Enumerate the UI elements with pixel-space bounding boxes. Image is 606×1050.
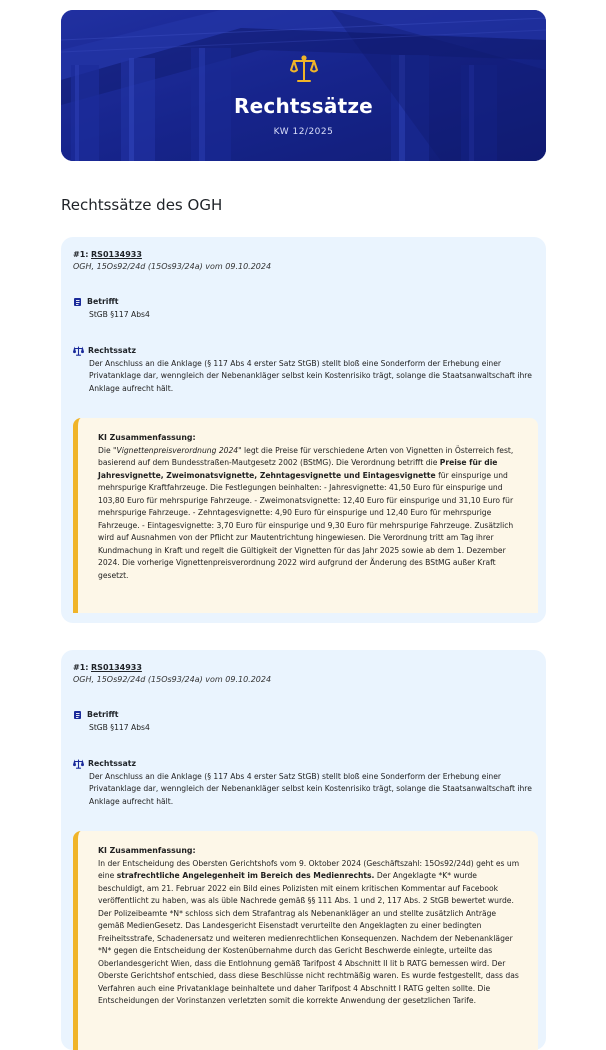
rechtssatz-section <box>73 345 538 395</box>
rechtssatz-section <box>73 758 538 808</box>
card-header <box>73 249 271 273</box>
scroll-icon <box>73 710 83 720</box>
rs-link[interactable]: RS0134933 <box>91 663 142 672</box>
week-label: KW 12/2025 <box>273 127 334 137</box>
betrifft-label: Betrifft <box>87 710 119 719</box>
betrifft-value: StGB §117 Abs4 <box>89 309 150 319</box>
rechtssatz-card <box>61 650 546 1050</box>
card-header <box>73 662 271 686</box>
betrifft-value: StGB §117 Abs4 <box>89 722 150 732</box>
courthouse-image <box>61 10 546 161</box>
rechtssatz-label: Rechtssatz <box>88 759 136 768</box>
entry-number: #1: <box>73 663 89 672</box>
scroll-icon <box>73 297 83 307</box>
rechtssatz-value: Der Anschluss an die Anklage (§ 117 Abs 4 erster Satz StGB) stellt bloß eine Sonderform der Erhebung einer Privatanklage dar, wenngleich der Nebenankläger selbst kein Kostenrisiko trägt, solange die Staatsanwaltschaft ihre Anklage aufrecht hält. <box>89 358 532 393</box>
entry-meta: OGH, 15Os92/24d (15Os93/24a) vom 09.10.2024 <box>73 675 272 684</box>
rechtssatz-value: Der Anschluss an die Anklage (§ 117 Abs 4 erster Satz StGB) stellt bloß eine Sonderform der Erhebung einer Privatanklage dar, wenngleich der Nebenankläger selbst kein Kostenrisiko trägt, solange die Staatsanwaltschaft ihre Anklage aufrecht hält. <box>89 771 532 806</box>
rechtssatz-card <box>61 237 546 623</box>
ki-summary-text: Die "Vignettenpreisverordnung 2024" legt die Preise für verschiedene Arten von Vignetten in Österreich fest, basierend auf dem Bundesstraßen-Mautgesetz 2002 (BStMG). Die Verordnung betrifft die Preise für die Jahresvignette, Zweimonatsvignette, Zehntagesvignette und Eintagesvignette für einspurige und mehrspurige Kraftfahrzeuge. Die Festlegungen beinhalten: - Jahresvignette: 41,50 Euro für einspurige und 103,80 Euro für mehrspurige Fahrzeuge. - Zweimonatsvignette: 12,40 Euro für einspurige und 31,10 Euro für mehrspurige Fahrzeuge. - Zehntagesvignette: 4,90 Euro für einspurige und 12,40 Euro für mehrspurige Fahrzeuge. - Eintagesvignette: 3,70 Euro für einspurige und 9,30 Euro für mehrspurige Fahrzeuge. Zusätzlich wird auf Ausnahmen von der Pflicht zur Mautentrichtung hingewiesen. Die Verordnung tritt am Tag ihrer Kundmachung in Kraft und regelt die Gültigkeit der Vignetten für das Jahr 2025 sowie ab dem 1. Dezember 2024. Die vorherige Vignettenpreisverordnung 2022 wird aufgrund der Änderung des BStMG außer Kraft gesetzt. <box>98 445 514 580</box>
betrifft-section <box>73 296 538 321</box>
rs-link[interactable]: RS0134933 <box>91 250 142 259</box>
ki-summary-text: In der Entscheidung des Obersten Gerichtshofs vom 9. Oktober 2024 (Geschäftszahl: 15Os92/24d) geht es um eine strafrechtliche Angelegenheit im Bereich des Medienrechts. Der Angeklagte *K* wurde beschuldigt, am 21. Februar 2022 ein Bild eines Polizisten mit einem kritischen Kommentar auf Facebook veröffentlicht zu haben, was als üble Nachrede gemäß §§ 111 Abs. 1 und 2, 117 Abs. 2 StGB bewertet wurde. Der Polizeibeamte *N* schloss sich dem Strafantrag als Nebenankläger an und stellte zusätzlich Anträge gemäß MedienGesetz. Das Landesgericht Eisenstadt verurteilte den Angeklagten zu einer bedingten Freiheitsstrafe, Schadenersatz und weiteren medienrechtlichen Konsequenzen. Nachdem der Nebenankläger *N* gegen die Entscheidung der Kostenübernahme durch das Gericht Beschwerde einlegte, urteilte das Oberlandesgericht Wien, dass die Entlohnung gemäß Tarifpost 4 Abschnitt II lit b RATG bemessen wird. Der Oberste Gerichtshof entschied, dass diese Beschlüsse nicht rechtmäßig waren. Es wurde festgestellt, dass das Verfahren auch eine Privatanklage beinhaltete und daher Tarifpost 4 Abschnitt I RATG gelten sollte. Die Entscheidungen der Vorinstanzen verletzten somit die korrekte Anwendung der gesetzlichen Tarife. <box>98 858 520 1005</box>
ki-summary <box>73 418 538 613</box>
entry-number: #1: <box>73 250 89 259</box>
betrifft-section <box>73 709 538 734</box>
scales-icon <box>290 54 318 84</box>
entry-meta: OGH, 15Os92/24d (15Os93/24a) vom 09.10.2024 <box>73 262 272 271</box>
ki-summary-label: KI Zusammenfassung: <box>98 846 196 855</box>
scales-icon <box>73 346 84 356</box>
ki-summary <box>73 831 538 1050</box>
page-title: Rechtssätze <box>234 94 373 118</box>
scales-icon <box>73 759 84 769</box>
ki-summary-label: KI Zusammenfassung: <box>98 433 196 442</box>
section-title: Rechtssätze des OGH <box>61 196 223 214</box>
rechtssatz-label: Rechtssatz <box>88 346 136 355</box>
betrifft-label: Betrifft <box>87 297 119 306</box>
hero-banner <box>61 10 546 161</box>
